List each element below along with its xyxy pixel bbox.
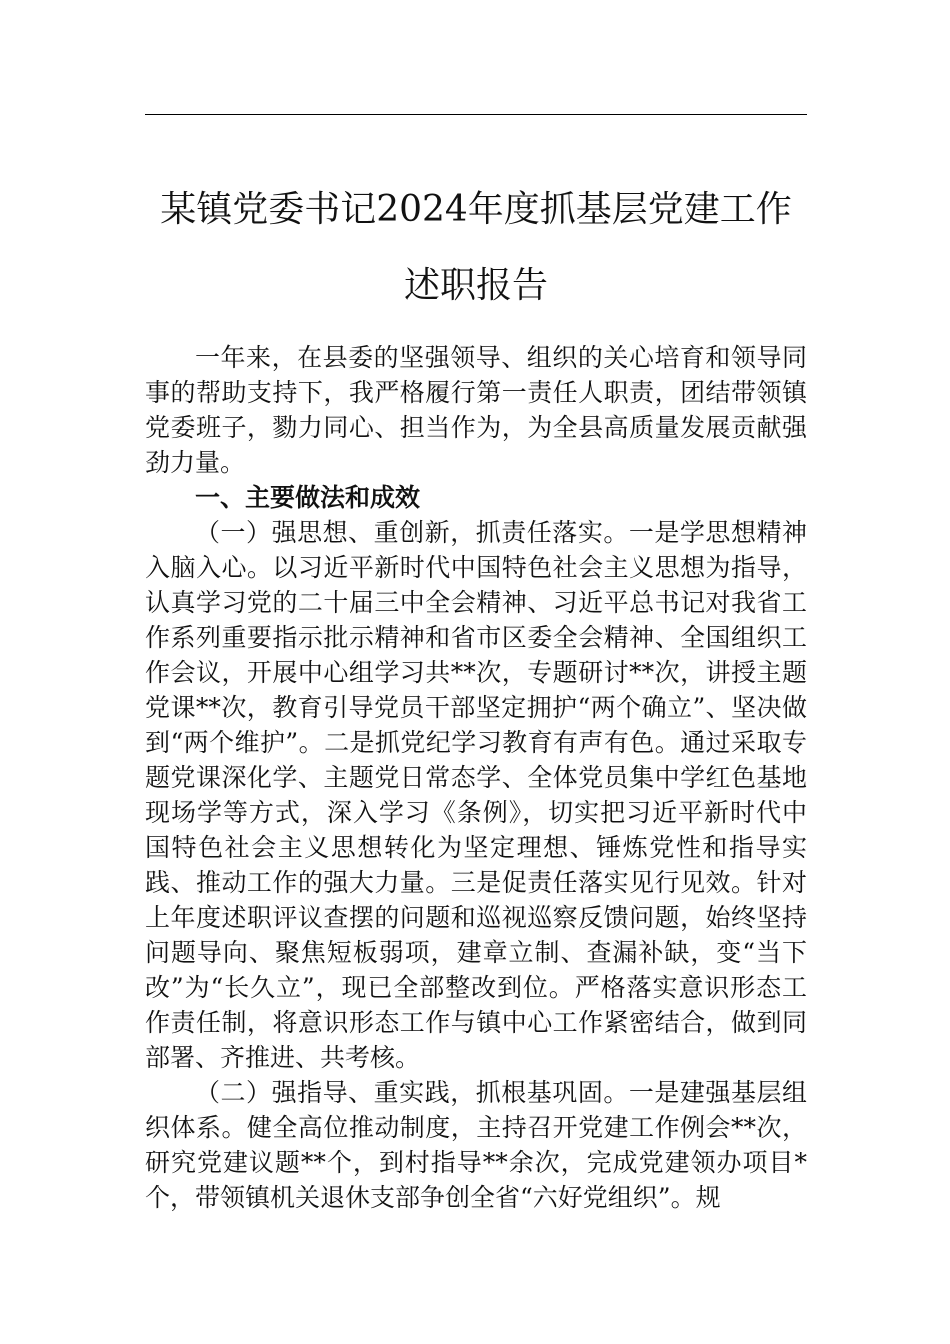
document-body bbox=[145, 340, 807, 1215]
intro-paragraph: 一年来，在县委的坚强领导、组织的关心培育和领导同事的帮助支持下，我严格履行第一责任人职责，团结带领镇党委班子，勠力同心、担当作为，为全县高质量发展贡献强劲力量。 bbox=[145, 343, 807, 477]
document-title: 某镇党委书记2024年度抓基层党建工作述职报告 bbox=[160, 189, 792, 307]
subsection-paragraph-2: （二）强指导、重实践，抓根基巩固。一是建强基层组织体系。健全高位推动制度，主持召开党建工作例会**次，研究党建议题**个，到村指导**余次，完成党建领办项目*个，带领镇机关退休支部争创全省“六好党组织”。规 bbox=[145, 1078, 807, 1212]
section-heading: 一、主要做法和成效 bbox=[195, 483, 421, 512]
subsection-paragraph-1: （一）强思想、重创新，抓责任落实。一是学思想精神入脑入心。以习近平新时代中国特色社会主义思想为指导，认真学习党的二十届三中全会精神、习近平总书记对我省工作系列重要指示批示精神和省市区委全会精神、全国组织工作会议，开展中心组学习共**次，专题研讨**次，讲授主题党课**次，教育引导党员干部坚定拥护“两个确立”、坚决做到“两个维护”。二是抓党纪学习教育有声有色。通过采取专题党课深化学、主题党日常态学、全体党员集中学红色基地现场学等方式，深入学习《条例》，切实把习近平新时代中国特色社会主义思想转化为坚定理想、锤炼党性和指导实践、推动工作的强大力量。三是促责任落实见行见效。针对上年度述职评议查摆的问题和巡视巡察反馈问题，始终坚持问题导向、聚焦短板弱项，建章立制、查漏补缺，变“当下改”为“长久立”，现已全部整改到位。严格落实意识形态工作责任制，将意识形态工作与镇中心工作紧密结合，做到同部署、齐推进、共考核。 bbox=[145, 518, 807, 1072]
header-rule bbox=[145, 114, 807, 115]
